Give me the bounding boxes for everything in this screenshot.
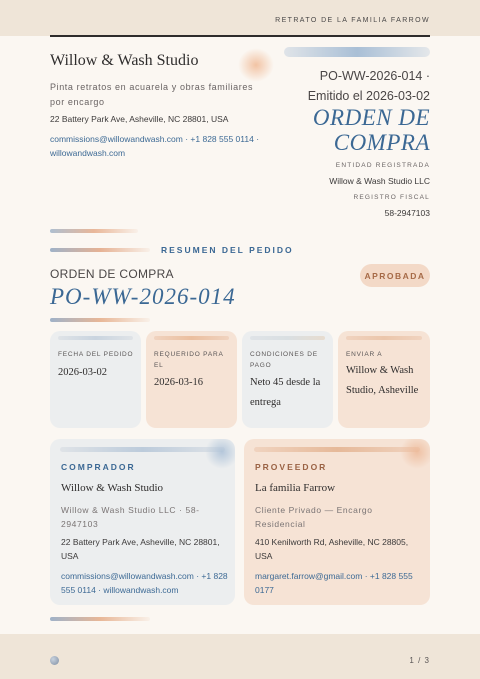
summary-subject: ORDEN DE COMPRA [50, 267, 174, 281]
document-title [230, 105, 430, 155]
document-number: PO-WW-2026-014 · [319, 69, 430, 83]
detail-value: 2026-03-02 [58, 367, 107, 378]
detail-card-ship-to [338, 331, 430, 428]
issuer-tagline: Pinta retratos en acuarela y obras familiares por encargo [50, 82, 254, 107]
supplier-contact[interactable]: margaret.farrow@gmail.com · +1 828 555 0177 [255, 571, 413, 595]
detail-value: Willow & Wash Studio, Asheville [346, 365, 419, 396]
header-rule [50, 35, 430, 37]
issuer-address: 22 Battery Park Ave, Asheville, NC 28801, USA [50, 114, 229, 124]
running-title: RETRATO DE LA FAMILIA FARROW [275, 17, 430, 24]
brush-divider [50, 229, 138, 233]
document-title-line2: COMPRA [333, 130, 430, 155]
supplier-address: 410 Kenilworth Rd, Asheville, NC 28805, USA [255, 537, 409, 561]
brush-divider [50, 617, 150, 621]
detail-value: Neto 45 desde la entrega [250, 377, 321, 408]
title-watercolor-accent [284, 47, 430, 57]
supplier-card [244, 439, 430, 605]
document-title-line1: ORDEN DE [312, 105, 430, 130]
brand-watercolor-accent [238, 48, 274, 82]
buyer-name: Willow & Wash Studio [61, 482, 164, 494]
buyer-card [50, 439, 235, 605]
watercolor-dot-icon [50, 656, 59, 665]
footer-band [0, 634, 480, 679]
detail-card-payment-terms [242, 331, 333, 428]
supplier-type: Cliente Privado — Encargo Residencial [255, 505, 373, 529]
detail-label: ENVIAR A [346, 351, 383, 358]
status-badge: APROBADA [360, 264, 430, 287]
supplier-label: PROVEEDOR [255, 462, 328, 472]
issuer-contacts[interactable]: commissions@willowandwash.com · +1 828 555 0114 · willowandwash.com [50, 134, 260, 158]
top-band [0, 0, 480, 40]
tax-value: 58-2947103 [384, 208, 430, 218]
tax-label: REGISTRO FISCAL [353, 194, 430, 201]
entity-value: Willow & Wash Studio LLC [329, 176, 430, 186]
detail-label: CONDICIONES DE PAGO [250, 351, 318, 369]
entity-label: ENTIDAD REGISTRADA [335, 162, 430, 169]
detail-label: FECHA DEL PEDIDO [58, 351, 134, 358]
brush-divider [50, 248, 150, 252]
page-indicator: 1 / 3 [409, 656, 430, 665]
buyer-label: COMPRADOR [61, 462, 136, 472]
brush-divider [50, 318, 150, 322]
detail-card-required-date [146, 331, 237, 428]
supplier-name: La familia Farrow [255, 482, 336, 494]
detail-label: REQUERIDO PARA EL [154, 351, 224, 369]
detail-card-order-date [50, 331, 141, 428]
buyer-address: 22 Battery Park Ave, Asheville, NC 28801, USA [61, 537, 220, 561]
section-label-summary: RESUMEN DEL PEDIDO [161, 245, 294, 255]
buyer-contact[interactable]: commissions@willowandwash.com · +1 828 555 0114 · willowandwash.com [61, 571, 228, 595]
issuer-name: Willow & Wash Studio [50, 52, 199, 69]
buyer-legal: Willow & Wash Studio LLC · 58-2947103 [61, 505, 200, 529]
order-number: PO-WW-2026-014 [50, 284, 236, 309]
issue-date: Emitido el 2026-03-02 [307, 89, 430, 103]
detail-value: 2026-03-16 [154, 377, 203, 388]
